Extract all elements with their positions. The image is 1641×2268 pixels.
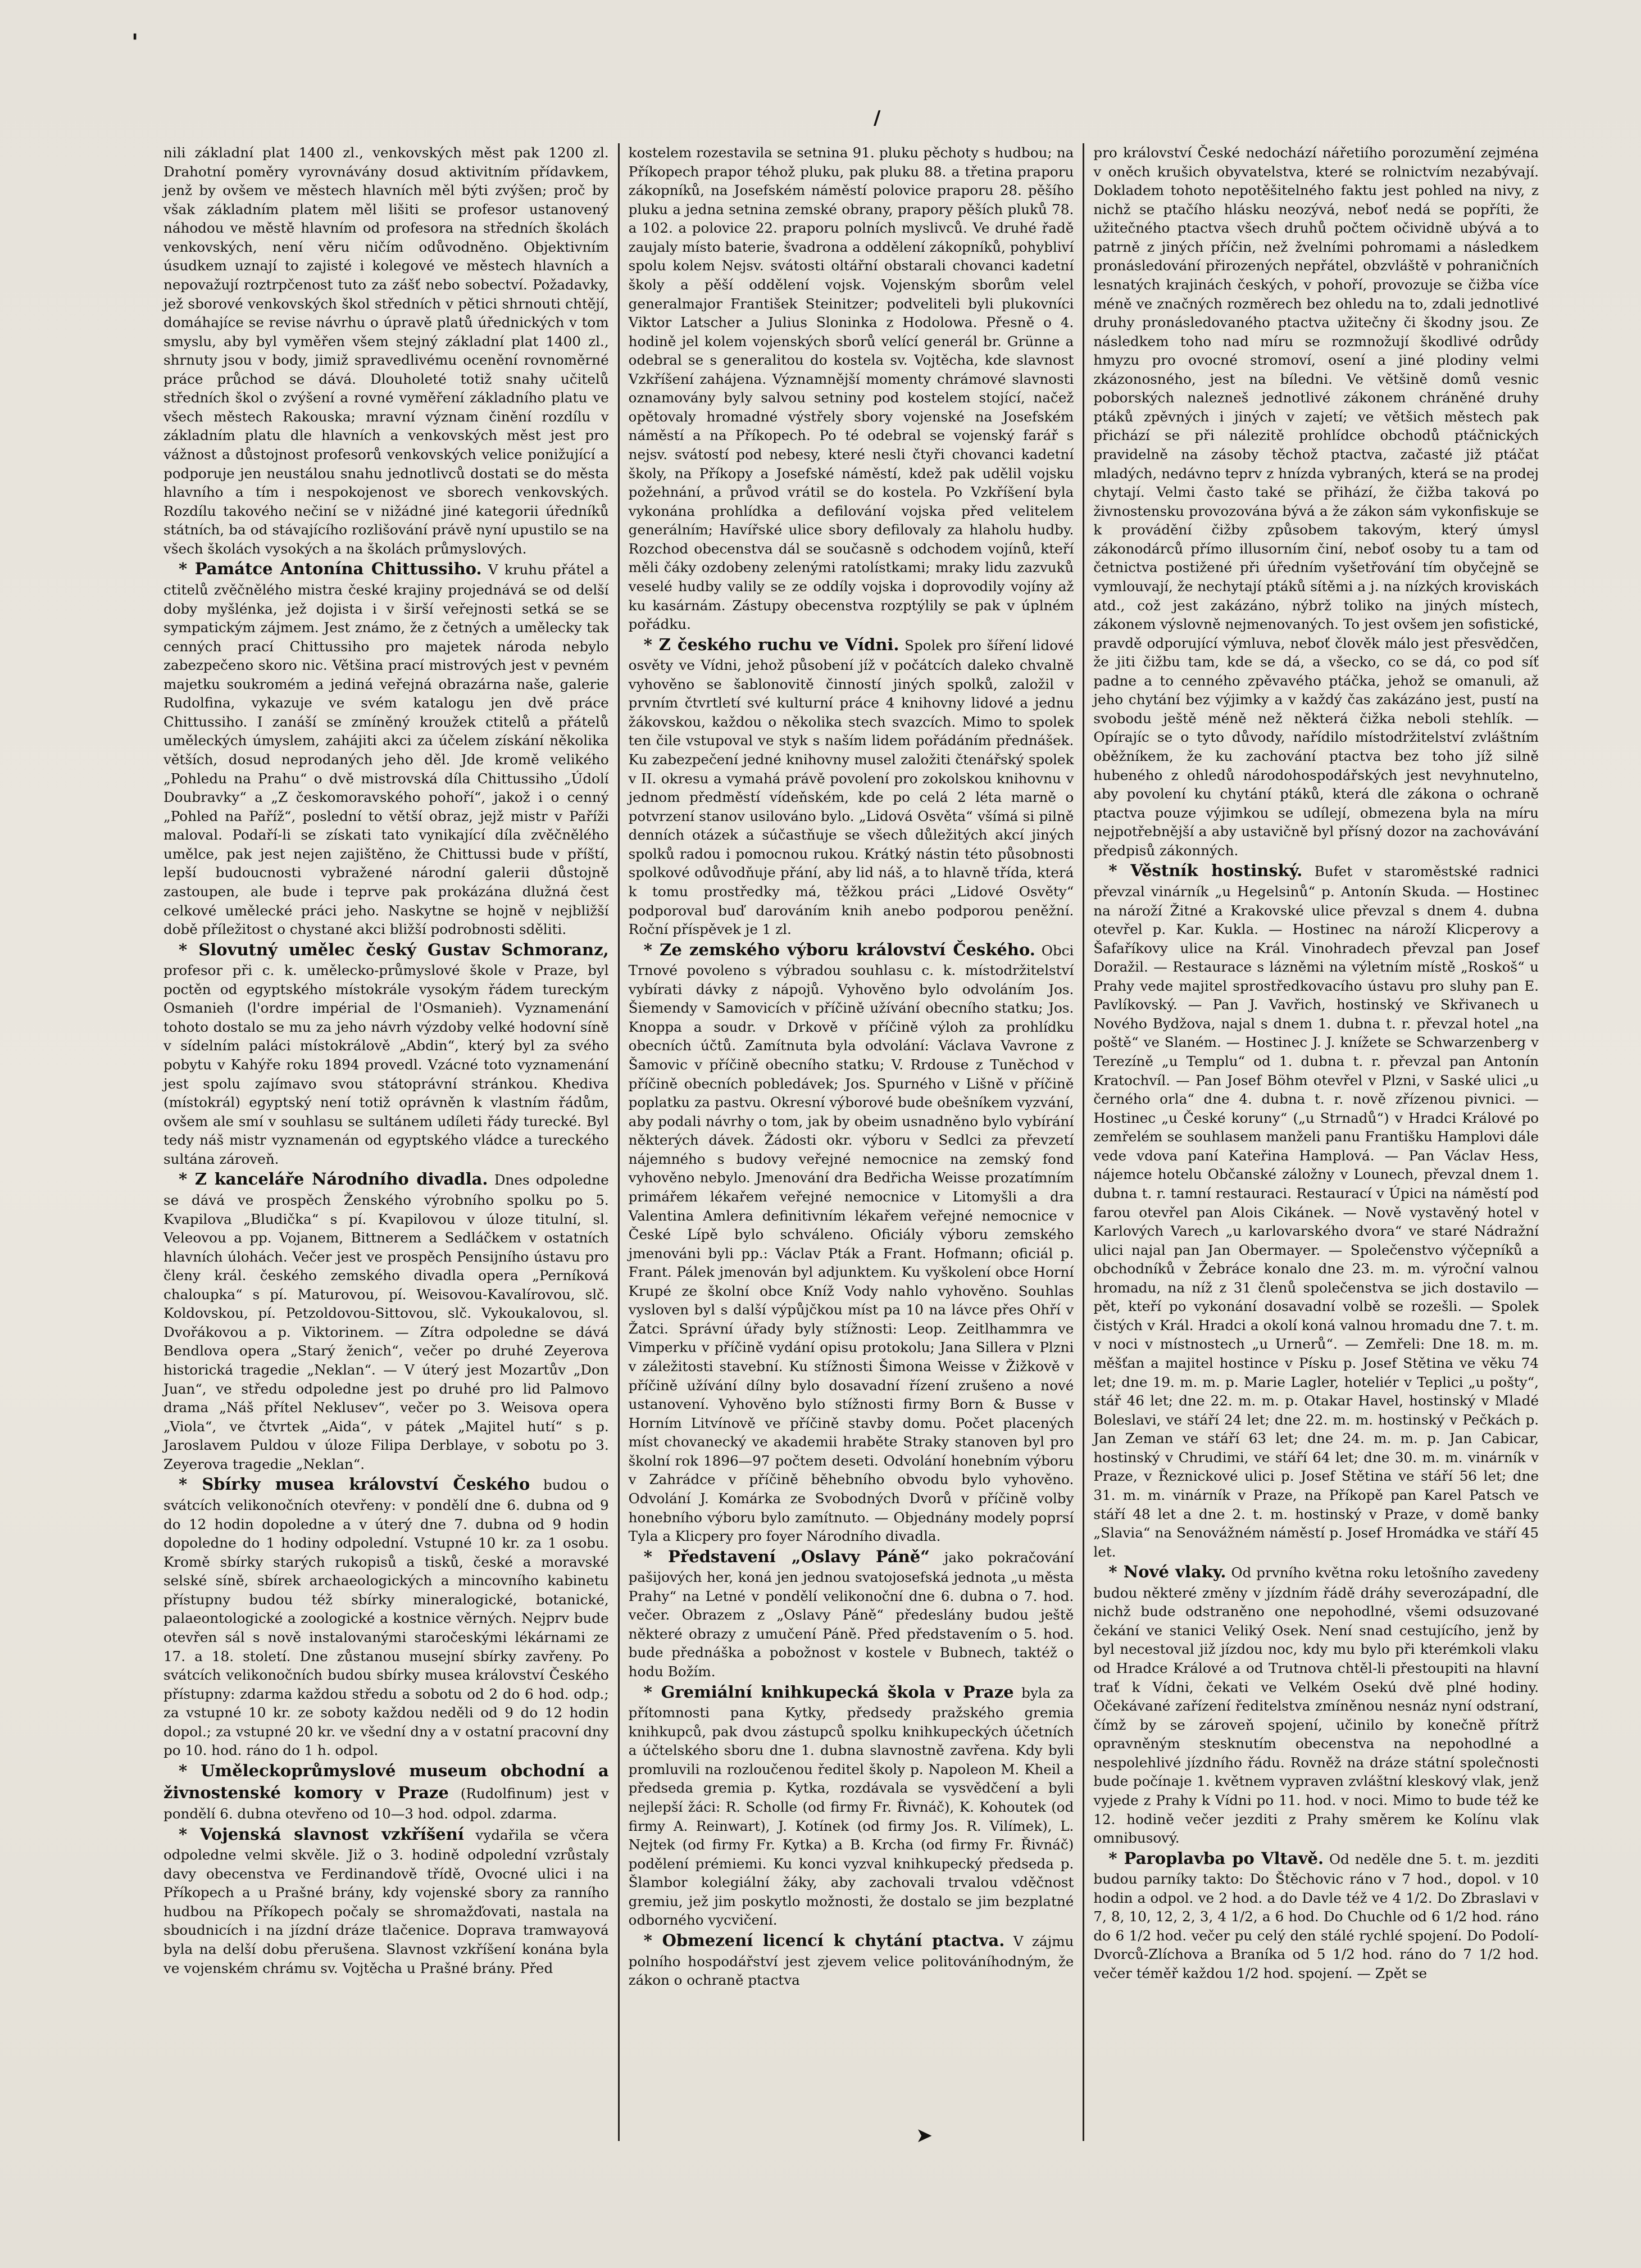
column-3: [1083, 143, 1548, 2141]
article-heading: * Památce Antonína Chittussiho.: [179, 559, 482, 579]
article-paragraph: [163, 143, 609, 558]
article-text: (Rudolfinum) jest v pondělí 6. dubna otevřeno od 10—3 hod. odpol. zdarma.: [163, 1785, 609, 1822]
article-text: kostelem rozestavila se setnina 91. pluku pěchoty s hudbou; na Příkopech prapor téhož pluku, pak pluku 88. a třetina praporu zákopníků, na Josefském náměstí polovice praporu 28. pěšího pluku a jedna setnina zemské obrany, prapory pěších pluků 78. a 102. a polovice 22. praporu polních myslivců. Ve druhé řadě zaujaly místo baterie, švadrona a oddělení zákopníků, pohybliví spolu kolem Nejsv. svátosti oltářní obstarali chovanci kadetní školy a pěší oddělení vojsk. Vojenským sborům velel generalmajor František Steinitzer; podveliteli byli plukovníci Viktor Latscher a Julius Sloninka z Hodolowa. Přesně o 4. hodině jel kolem vojenských sborů velící generál br. Grünne a odebral se s generalitou do kostela sv. Vojtěcha, kde slavnost Vzkříšení zahájena. Významnější momenty chrámové slavnosti oznamovány byly salvou setniny pod kostelem stojící, načež opětovaly hromadné výstřely sbory vojenské na Josefském náměstí a na Příkopech. Po té odebral se vojenský farář s nejsv. svátostí pod nebesy, které nesli čtyři chovanci kadetní školy, na Příkopy a Josefské náměstí, kdež pak udělil vojsku požehnání, a průvod vrátil se do kostela. Po Vzkříšení byla vykonána prohlídka a defilování vojska před velitelem generálním; Havířské ulice sbory defilovaly za hlaholu hudby. Rozchod obecenstva dál se současně s odchodem vojínů, kteří měli čáky ozdobeny zelenými ratolístkami; mraky lidu zazvuků veselé hudby valily se ze oddíly vojska i doprovodily vojíny až ku kasárnám. Zástupy obecenstva rozptýlily se pak v úplném pořádku.: [628, 144, 1074, 633]
article-text: Bufet v staroměstské radnici převzal vinárník „u Hegelsinů“ p. Antonín Skuda. — Hostinec na nároží Žitné a Krakovské ulice převzal s dnem 4. dubna otevřel p. Kar. Kukla. — Hostinec na nároží Klicperovy a Šafaříkovy ulice na Král. Vinohradech převzal pan Josef Doražil. — Restaurace s lázněmi na výletním místě „Roskoš“ u Prahy vede majitel sprostředkovacího ústavu pro sluhy pan E. Pavlíkovský. — Pan J. Vavřich, hostinský ve Skřivanech u Nového Bydžova, najal s dnem 1. dubna t. r. převzal hotel „na poště“ ve Slaném. — Hostinec J. J. knížete se Schwarzenberg v Terezíně „u Templu“ od 1. dubna t. r. převzal pan Antonín Kratochvíl. — Pan Josef Böhm otevřel v Plzni, v Saské ulici „u černého orla“ dne 4. dubna t. r. nově zřízenou pivnici. — Hostinec „u České koruny“ („u Strnadů“) v Hradci Králové po zemřelém se souhlasem manželi panu Františku Hamplovi dále vede vdova paní Kateřina Hamplová. — Pan Václav Hess, nájemce hotelu Občanské záložny v Lounech, převzal dnem 1. dubna t. r. tamní restauraci. Restaurací v Úpici na náměstí pod farou otevřel pan Alois Cikánek. — Nově vystavěný hotel v Karlových Varech „u karlovarského dvora“ ve staré Nádražní ulici najal pan Jan Obermayer. — Společenstvo výčepníků a obchodníků v Žebráce konalo dne 23. m. m. výroční valnou hromadu, na níž z 31 členů společenstva se jich dostavilo — pět, kteří po vykonání dosavadní volbě se rozešli. — Spolek čistých v Král. Hradci a okolí koná valnou hromadu dne 7. t. m. v noci v místnostech „u Urnerů“. — Zemřeli: Dne 18. m. m. měšťan a majitel hostince v Písku p. Josef Stětina ve věku 74 let; dne 19. m. m. p. Marie Lagler, hoteliér v Teplici „u pošty“, stář 46 let; dne 22. m. m. p. Otakar Havel, hostinský v Mladé Boleslavi, ve stáří 24 let; dne 22. m. m. hostinský v Pečkách p. Jan Zeman ve stáří 63 let; dne 24. m. m. p. Jan Cabicar, hostinský v Chrudimi, ve stáří 64 let; dne 30. m. m. vinárník v Praze, v Řeznickové ulici p. Josef Stětina ve stáří 56 let; dne 31. m. m. vinárník v Praze, na Příkopě pan Karel Patsch ve stáří 48 let a dne 2. t. m. hostinský v Praze, v domě banky „Slavia“ na Senovážném náměstí p. Josef Hromádka ve stáří 45 let.: [1093, 863, 1539, 1560]
article-text: vydařila se včera odpoledne velmi skvěle. Již o 3. hodině odpolední vzrůstaly davy obecenstva ve Ferdinandově třídě, Ovocné ulici i na Příkopech a u Prašné brány, kdy vojenské sbory za ranního hudbou na Příkopech počaly se shromažďovati, nastala na sboudnicích i na jízdní dráze tlačenice. Doprava tramwayová byla na delší dobu přerušena. Slavnost vzkříšení konána byla ve vojenském chrámu sv. Vojtěcha u Prašné brány. Před: [163, 1826, 609, 1976]
article-paragraph: [163, 558, 609, 938]
article-paragraph: [629, 1546, 1074, 1681]
article-heading: * Uměleckoprůmyslové museum obchodní a živnostenské komory v Praze: [163, 1761, 609, 1803]
article-text: Spolek pro šíření lidové osvěty ve Vídni, jehož působení jíž v počátcích daleko chvalně vyhověno se šablonovitě činností jiných spolků, založil v prvním čtvrtletí své kulturní práce 4 knihovny lidové a jednu žákovskou, každou o několika stech svazcích. Mimo to spolek ten čile vstupoval ve styk s naším lidem pořádáním přednášek. Ku zabezpečení jedné knihovny musel založiti čtenářský spolek v II. okresu a vymahá právě povolení pro zokolskou knihovnu v jednom předměstí vídeňském, kde po celá 2 léta marně o potvrzení stanov usilováno bylo. „Lidová Osvěta“ všímá si pilně denních otázek a súčastňuje se všech důležitých akcí jiných spolků radou i pomocnou rukou. Krátký nástin této působnosti spolkové odůvodňuje přání, aby lid náš, a to hlavně třída, která k tomu prostředky má, těžkou práci „Lidové Osvěty“ podporoval buď darováním knih anebo podporou peněžní. Roční příspěvek je 1 zl.: [628, 637, 1074, 938]
article-paragraph: [629, 143, 1074, 634]
article-heading: * Vojenská slavnost vzkříšení: [179, 1824, 464, 1844]
article-heading: * Ze zemského výboru království Českého.: [643, 940, 1035, 959]
article-text: byla za přítomnosti pana Kytky, předsedy pražského gremia knihkupců, pak dvou zástupců spolku knihkupeckých účetních a účtelského sboru dne 1. dubna slavnostně zavřena. Kdy byli promluvili na rozloučenou ředitel školy p. Napoleon M. Kheil a předseda gremia p. Kytka, rozdávala se vysvědčení a byli nejlepší žáci: R. Scholle (od firmy Fr. Řivnáč), K. Kohoutek (od firmy A. Reinwart), J. Kotínek (od firmy Jos. R. Vilímek), L. Nejtek (od firmy Fr. Kytka) a B. Krcha (od firmy Fr. Řivnáč) podělení prémiemi. Ku konci vyzval knihkupecký předseda p. Šlambor kolegiální žáky, aby zachovali trvalou vděčnost gremiu, jež jim poskytlo možnosti, že dostalo se jim bezplatné odborného vycvičení.: [628, 1684, 1074, 1929]
article-text: Od prvního května roku letošního zavedeny budou některé změny v jízdním řádě dráhy severozápadní, dle nichž bude odstraněno one nepohodlné, všemi odsuzované čekání ve stanici Veliký Osek. Není snad cestujícího, jenž by byl necestoval již jízdou noc, kdy mu bylo při kterémkoli vlaku od Hradce Králové a od Trutnova chtěl-li přestoupiti na hlavní trať k Vídni, čekati ve Velkém Osekú dvě plné hodiny. Očekávané zařízení ředitelstva zmíněnou nesnáz nyní odstraní, čímž by se zároveň spojení, učinilo by konečně přítrž opravněným stesknutím obecenstva na nepohodlné a nespolehlivé jízdního řádu. Rovněž na dráze státní společnosti bude počínaje 1. květnem vypraven zvláštní kleskový vlak, jenž vyjede z Prahy k Vídni po 11. hod. v noci. Mimo to bude též ke 12. hodině večer jezditi z Prahy směrem ke Kolínu vlak omnibusový.: [1093, 1564, 1539, 1847]
article-heading: * Gremiální knihkupecká škola v Praze: [643, 1682, 1014, 1702]
article-paragraph: [163, 939, 609, 1169]
article-paragraph: [163, 1824, 609, 1978]
article-paragraph: [163, 1760, 609, 1824]
article-paragraph: [629, 634, 1074, 939]
article-paragraph: [1093, 143, 1539, 860]
article-heading: * Slovutný umělec český Gustav Schmoranz,: [179, 940, 609, 959]
corner-mark: ': [131, 29, 139, 56]
article-text: pro království České nedochází nářetiího porozumění zejména v oněch krušich obyvatelstva, které se rolnictvím nezabývají. Dokladem tohoto nepotěšitelného faktu jest pohled na nivy, z nichž se ptačího hlásku neozývá, neboť nedá se popříti, že užitečného ptactva všech druhů počtem očividně ubývá a to patrně z jiných příčin, než žvelními pohromami a následkem pronásledování přirozených nepřátel, obzvláště v pohraničních lesnatých krajinách českých, v pohoří, provozuje se čižba více méně ve značných rozměrech bez ohledu na to, zdali jednotlivé druhy pronásledovaného ptactva užitečny či škodny jsou. Ze následkem toho nad míru se rozmnožují škodlivé odrůdy hmyzu pro ovocné stromoví, osení a jiné plodiny velmi zkázonosného, jest na bíledni. Ve většině domů vesnic poborských nalezneš jednotlivé zákonem chráněné druhy ptáků zpěvných i jiných v zajetí; ve většich městech pak přichází se při nálezitě prohlídce obchodů ptáčnických pravidelně na zásoby těchož ptactva, začasté již ptáčat mladých, nedávno teprv z hnízda vybraných, která se na prodej chytají. Velmi často také se přihází, že čižba taková po živnostensku provozována bývá a že zákon sám vykonfiskuje se k provádění čižby způsobem takovým, který úmysl zákonodárců přímo illusorním činí, neboť osoby tu a tam od četnictva postižené při úředním vyšetřování tím obyčejně se vymlouvají, že nechytají ptáků sítěmi a j. na nízkých kroviskách atd., což jest zakázáno, nýbrž toliko na jiných místech, zákonem výslovně nejmenovaných. To jest ovšem jen sofistické, pravdě odporující výmluva, neboť člověk málo jest přesvědčen, že jiti čižbu tam, kde se dá, a všecko, co se dá, co pod síť padne a to cenného zpěvavého ptáčka, jehož se omanuli, až jeho chytání bez výjimky a v každý čas zakázáno jest, pustí na svobodu ještě méně než některá čižka neboli stehlík. — Opírajíc se o tyto důvody, nařídilo místodržitelství zvláštním oběžníkem, že ku zachování ptactva bez toho jíž silně hubeného z ohledů národohospodářských jest nevyhnutelno, aby povolení ku chytání ptáků, která dle zákona o ochraně ptactva pouze výjimkou se udílejí, obmezena byla na míru nejpotřebnější a aby ustavičně byl přísný dozor na zachovávání předpisů zákonných.: [1093, 144, 1539, 859]
article-text: Obci Trnové povoleno s výbradou souhlasu c. k. místodržitelství vybírati dávky z nápojů. Vyhověno bylo odvoláním Jos. Šiemendy v Samovicích v příčině užívání obecního statku; Jos. Knoppa a soudr. v Drkově v příčině výloh za prohlídku obecních účtů. Zamítnuta byla odvolání: Václava Vavrone z Šamovic v příčině obecního statku; V. Rrdouse z Tuněchod v příčině obecních pobledávek; Jos. Spurného v Lišně v příčině poplatku za pastvu. Okresní výborové bude obešníkem vyzvání, aby podali návrhy o tom, jak by obeim usnadněno bylo vybírání některých dávek. Žádosti okr. výboru v Sedlci za převzetí nájemného s budovy veřejné nemocnice na zemský fond vyhověno nebylo. Jmenování dra Bedřicha Weisse prozatímním primářem lékařem veřejné nemocnice v Litomyšli a dra Valentina Amlera definitivním lékařem veřejné nemocnice v České Lípě bylo schváleno. Oficiály výboru zemského jmenováni byli pp.: Václav Pták a Frant. Hofmann; oficiál p. Frant. Pálek jmenován byl adjunktem. Ku vyškolení obce Horní Krupé ze školní obce Kníž Vody nahlo vyhověno. Souhlas vysloven byl s další výpůjčkou míst pa 10 na lávce přes Ohří v Žatci. Správní úřady byly stížnosti: Leop. Zeitlhammra ve Vimperku v příčině vydání opisu protokolu; Jana Sillera v Plzni v záležitosti stavební. Ku stížnosti Šimona Weisse v Žižkově v příčině užívání dílny bylo dosavadní řízení zrušeno a nové ustanovení. Vyhověno bylo stížnosti firmy Born & Busse v Horním Litvínově ve příčině stavby domu. Počet placených míst chovanecký ve akademii hraběte Straky stanoven byl pro školní rok 1896—97 počtem deseti. Odvolání honebním výboru v Zahrádce v příčině běhebního obvodu bylo vyhověno. Odvolání J. Komárka ze Svobodných Dvorů v příčině volby honebního výboru bylo zamítnuto. — Objednány modely poprsí Tyla a Klicpery pro foyer Národního divadla.: [628, 942, 1074, 1545]
article-paragraph: [629, 939, 1074, 1546]
article-text: Dnes odpoledne se dává ve prospěch Ženského výrobního spolku po 5. Kvapilova „Bludička“ s pí. Kvapilovou v úloze titulní, sl. Veleovou a pp. Vojanem, Bittnerem a Sedláčkem v ostatních hlavních úlohách. Večer jest ve prospěch Pensijního ústavu pro členy král. českého zemského divadla opera „Perníková chaloupka“ s pí. Maturovou, pí. Weisovou-Kavalírovou, slč. Koldovskou, pí. Petzoldovou-Sittovou, slč. Vykoukalovou, sl. Dvořákovou a p. Viktorinem. — Zítra odpoledne se dává Bendlova opera „Starý ženich“, večer po druhé Zeyerova historická tragedie „Neklan“. — V úterý jest Mozartův „Don Juan“, ve středu odpoledne jest po druhé pro lid Palmovo drama „Náš přítel Neklusev“, večer po 3. Weisova opera „Viola“, ve čtvrtek „Aida“, v pátek „Majitel hutí“ s p. Jaroslavem Puldou v úloze Filipa Derblaye, v sobotu po 3. Zeyerova tragedie „Neklan“.: [163, 1172, 609, 1472]
article-text: budou o svátcích velikonočních otevřeny: v pondělí dne 6. dubna od 9 do 12 hodin dopoledne a v úterý dne 7. dubna od 9 hodin dopoledne do 1 hodiny odpolední. Vstupné 10 kr. za 1 osobu. Kromě sbírky starých rukopisů a tisků, české a moravské selské síně, sbírek archaeologických a mincovního kabinetu přístupny budou též sbírky mineralogické, botanické, palaeontologické a zoologické a kostnice věrných. Nejprv bude otevřen sál s nově instalovanými staročeskými lékárnami ze 17. a 18. století. Dne zůstanou musejní sbírky zavřeny. Po svátcích velikonočních budou sbírky musea království Českého přístupny: zdarma každou středu a sobotu od 2 do 6 hod. odp.; za vstupné 10 kr. ze soboty každou neděli od 9 do 12 hodin dopol.; za vstupné 20 kr. ve všední dny a v ostatní pracovní dny po 10. hod. ráno do 1 h. odpol.: [163, 1477, 609, 1759]
article-heading: * Z českého ruchu ve Vídni.: [643, 634, 899, 654]
article-text: Od neděle dne 5. t. m. jezditi budou parníky takto: Do Štěchovic ráno v 7 hod., dopol. v 10 hodin a odpol. ve 2 hod. a do Davle též ve 4 1/2. Do Zbraslavi v 7, 8, 10, 12, 2, 3, 4 1/2, a 6 hod. Do Chuchle od 6 1/2 hod. ráno do 6 1/2 hod. večer pu celý den stálé rychlé spojení. Do Podolí-Dvorců-Zlíchova a Braníka od 5 1/2 hod. ráno do 7 1/2 hod. večer téměř každou 1/2 hod. spojení. — Zpět se: [1093, 1850, 1539, 1982]
article-heading: * Představení „Oslavy Páně“: [643, 1546, 930, 1566]
article-paragraph: [163, 1168, 609, 1473]
article-text: V kruhu přátel a ctitelů zvěčnělého mistra české krajiny projednává se od delší doby myšlénka, jež dojista i v širší veřejnosti setká se se sympatickým zájmem. Jest známo, že z četných a umělecky tak cenných prací Chittussiho pro majetek národa nebylo zabezpečeno skoro nic. Většina prací mistrových jest v pevném majetku soukromém a jediná veřejná obrazárna naše, galerie Rudolfina, vykazuje ve svém katalogu jen dvě práce Chittussiho. I zanáší se zmíněný kroužek ctitelů a přátelů uměleckých úmyslem, zahájiti akci za účelem získání několika větších, dosud neprodaných jeho děl. Jde kromě velikého „Pohledu na Prahu“ o dvě mistrovská díla Chittussiho „Údolí Doubravky“ a „Z českomoravského pohoří“, jakož i o cenný „Pohled na Paříž“, poslední to větší obraz, jejž mistr v Paříži maloval. Podaří-li se získati tato vynikající díla zvěčnělého umělce, pak jest nejen zajištěno, že Chittussi bude v příští, lepší budoucnosti vybražené národní galerii důstojně zastoupen, ale bude i teprve pak prokázána dlužná čest celkové umělecké práci jeho. Naskytne se hojně v nejbližší době příležitost o chystané akci bližší podrobnosti sděliti.: [163, 561, 609, 938]
article-heading: * Obmezení licencí k chytání ptactva.: [643, 1930, 1005, 1950]
text-columns: [154, 143, 1548, 2141]
column-1: [154, 143, 618, 2141]
top-mark: /: [874, 107, 881, 129]
article-paragraph: [1093, 1848, 1539, 1983]
article-heading: * Z kanceláře Národního divadla.: [179, 1169, 488, 1189]
article-paragraph: [163, 1473, 609, 1759]
article-text: V zájmu polního hospodářství jest zjevem velice politováníhodným, že zákon o ochraně ptactva: [628, 1933, 1074, 1989]
article-paragraph: [629, 1681, 1074, 1930]
article-heading: * Sbírky musea království Českého: [179, 1475, 530, 1494]
article-heading: * Věstník hostinský.: [1108, 861, 1303, 881]
article-heading: * Nové vlaky.: [1108, 1562, 1226, 1582]
article-paragraph: [629, 1930, 1074, 1990]
article-text: jako pokračování pašijových her, koná jen jednou svatojosefská jednota „u města Prahy“ na Letné v pondělí velikonoční dne 6. dubna o 7. hod. večer. Obrazem z „Oslavy Páně“ předeslány budou ještě některé obrazy z umučení Páně. Před představením o 5. hod. bude přednáška a pobožnost v kostele v Bubnech, taktéž o hodu Božím.: [628, 1549, 1074, 1680]
article-paragraph: [1093, 1561, 1539, 1847]
article-text: nili základní plat 1400 zl., venkovských měst pak 1200 zl. Drahotní poměry vyrovnávány dosud aktivitním přídavkem, jenž by ovšem ve městech hlavních měl býti zvýšen; proč by však základním platem měl lišiti se profesor ustanovený náhodou ve městě hlavním od profesora na středních školách venkovských, není věru ničím odůvodněno. Objektivním úsudkem uznají to zajisté i kolegové ve městech hlavních a nepovažují roztrpčenost tuto za zášť nebo sobectví. Požadavky, jež sborové venkovských škol středních v pětici shrnouti chtějí, domáhajíce se revise návrhu o úpravě platů úřednických v tom smyslu, aby byl vyměřen všem stejný základní plat 1400 zl., shrnuty jsou v body, jimiž spravedlivému ocenění rovnoměrné práce průchod se dává. Dlouholeté totiž snahy učitelů středních škol o zvýšení a rovné vyměření základního platu ve všech městech Rakouska; mravní význam činění rozdílu v základním platu dle hlavních a venkovských měst jest pro vážnost a důstojnost profesorů venkovských velice ponižující a podporuje jen neustálou snahu jednotlivců dostati se do města hlavního a tím i nespokojenost ve sborech venkovských. Rozdílu takového nečiní se v nižádné jiné kategorii úředníků státních, ba od stávajícího rozlišování právě nyní upustilo se na všech školách vysokých a na školách průmyslových.: [163, 144, 609, 557]
article-paragraph: [1093, 860, 1539, 1561]
article-heading: * Paroplavba po Vltavě.: [1108, 1848, 1324, 1868]
article-text: profesor při c. k. umělecko-průmyslové škole v Praze, byl poctěn od egyptského místokrále vysokým řádem tureckým Osmanieh (l'ordre impérial de l'Osmanieh). Vyznamenání tohoto dostalo se mu za jeho návrh výzdoby velké hodovní síně v sídelním paláci místokrálově „Abdin“, který byl za svého pobytu v Kahýře roku 1894 provedl. Vzácné toto vyznamenání jest spolu zajímavo svou státoprávní stránkou. Khediva (místokrál) egyptský není totiž oprávněn k vlastním řádům, ovšem ale smí v souhlasu se sultánem udíleti řády turecké. Byl tedy náš mistr vyznamenán od egyptského vládce a tureckého sultána zároveň.: [163, 962, 609, 1167]
bottom-mark: ➤: [916, 2124, 933, 2147]
column-2: [618, 143, 1083, 2141]
